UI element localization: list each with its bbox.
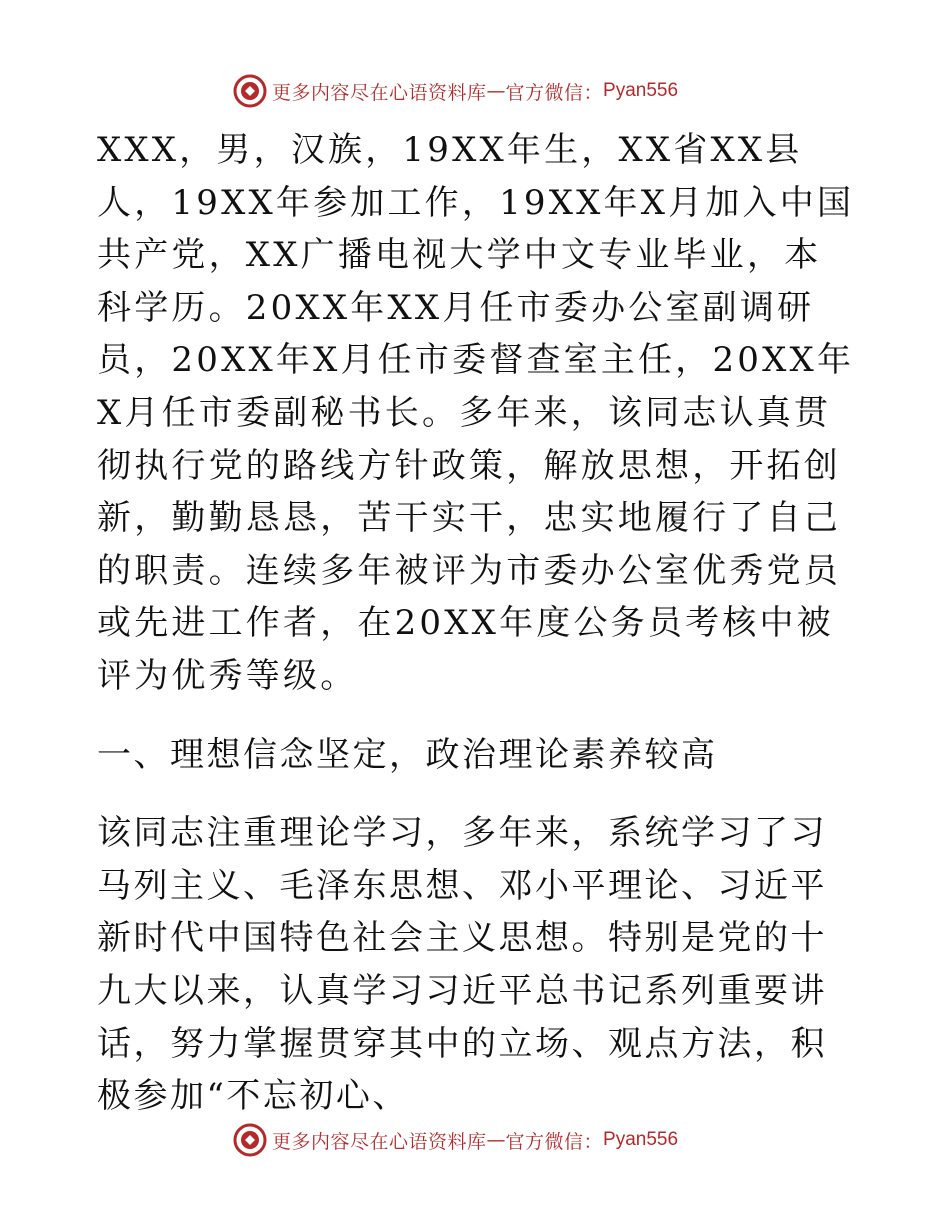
banner-title: 更多内容尽在心语资料库 (272, 81, 487, 104)
banner-contact-id: Pyan556 (603, 80, 679, 101)
banner-title: 更多内容尽在心语资料库 (272, 1130, 487, 1153)
banner-contact-label: 官方微信： (505, 1130, 604, 1153)
brand-logo-icon (232, 1122, 268, 1158)
brand-logo-icon (232, 73, 268, 109)
header-watermark-banner (232, 71, 678, 111)
banner-separator: — (486, 1129, 506, 1151)
footer-watermark-banner (232, 1120, 678, 1160)
document-body (97, 124, 857, 1123)
section-paragraph: 该同志注重理论学习，多年来，系统学习了习马列主义、毛泽东思想、邓小平理论、习近平新时代中国特色社会主义思想。特别是党的十九大以来，认真学习习近平总书记系列重要讲话，努力掌握贯穿其中的立场、观点方法，积极参加“不忘初心、 (97, 813, 827, 1117)
section-heading: 一、理想信念坚定，政治理论素养较高 (97, 734, 718, 775)
banner-separator: — (486, 80, 506, 102)
intro-paragraph: XXX，男，汉族，19XX年生，XX省XX县人，19XX年参加工作，19XX年X月加入中国共产党，XX广播电视大学中文专业毕业，本科学历。20XX年XX月任市委办公室副调研员，20XX年X月任市委督查室主任，20XX年X月任市委副秘书长。多年来，该同志认真贯彻执行党的路线方针政策，解放思想，开拓创新，勤勤恳恳，苦干实干，忠实地履行了自己的职责。连续多年被评为市委办公室优秀党员或先进工作者，在20XX年度公务员考核中被评为优秀等级。 (97, 130, 855, 696)
banner-contact-id: Pyan556 (603, 1129, 679, 1150)
banner-contact-label: 官方微信： (505, 81, 604, 104)
